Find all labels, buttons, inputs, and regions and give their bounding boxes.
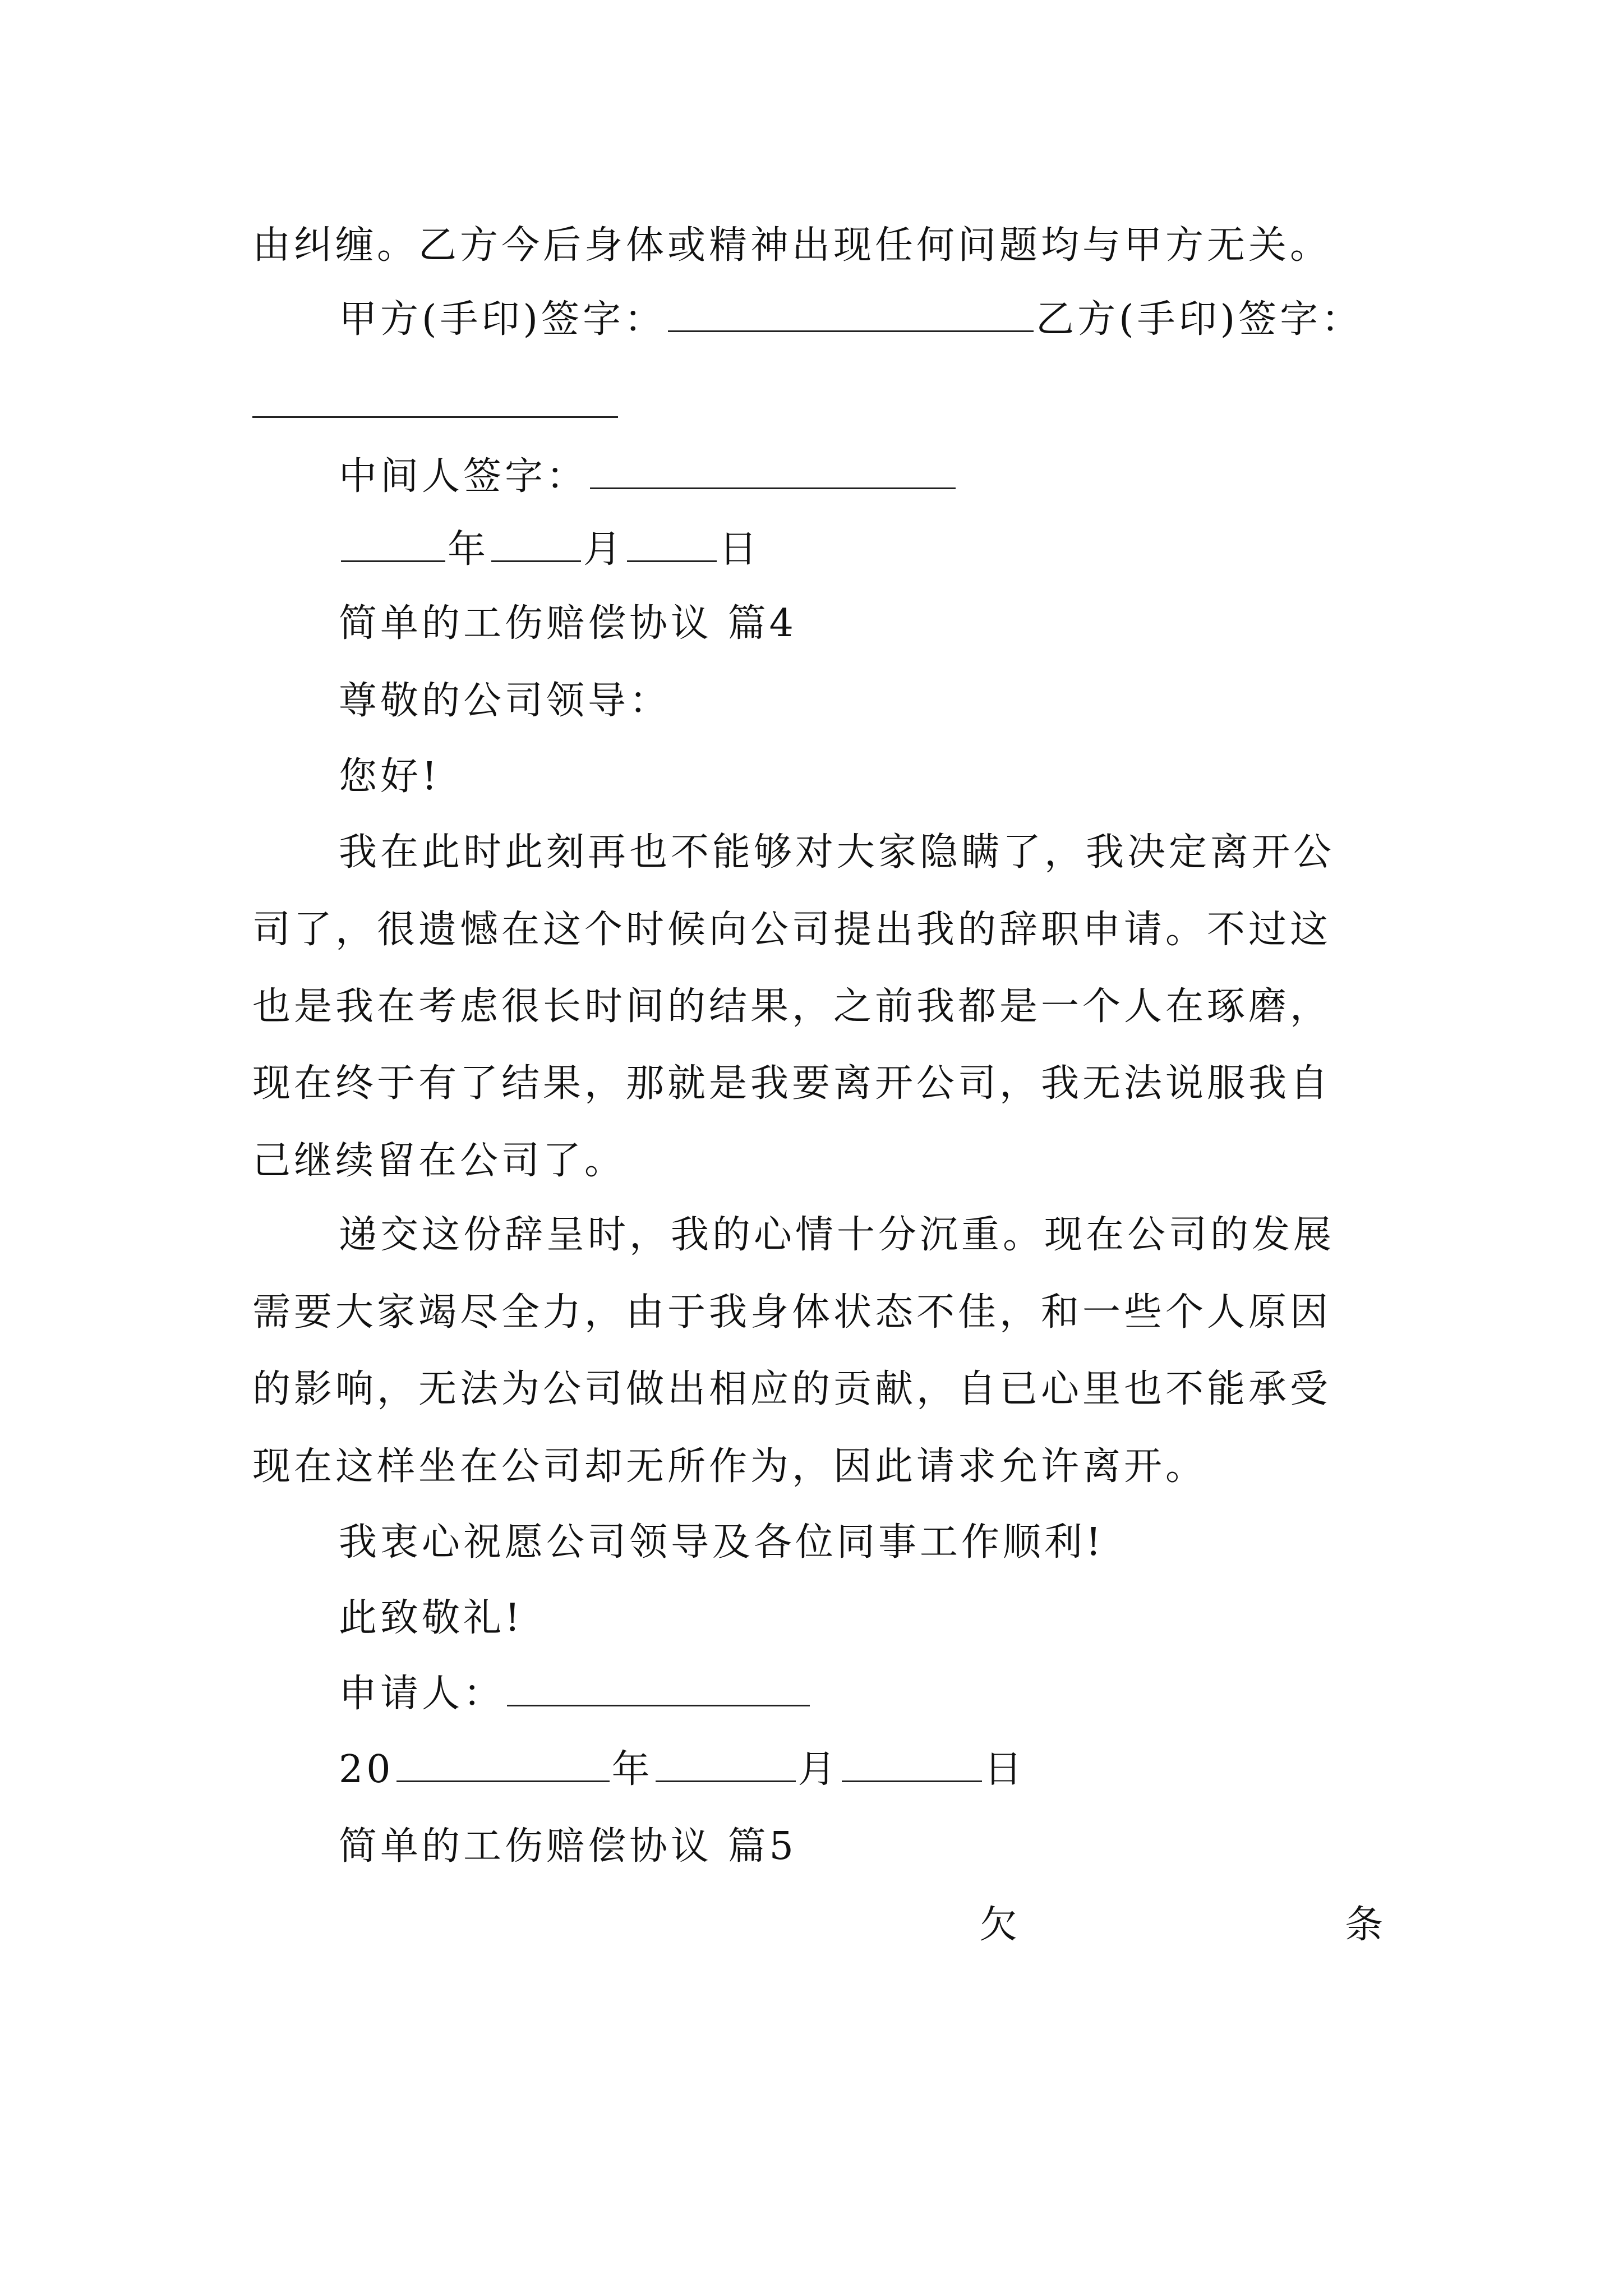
application-date-line [339,1747,1026,1792]
section-heading-5: 简单的工伤赔偿协议 篇5 [339,1824,797,1869]
middleman-signature-blank [590,458,956,489]
app-year-blank [396,1751,610,1782]
app-month-label: 月 [797,1747,840,1792]
signature-line-parties [339,297,1363,342]
app-day-label: 日 [984,1747,1026,1792]
salutation: 尊敬的公司领导： [339,679,671,723]
month-blank [491,531,581,562]
iou-title-char-1: 欠 [979,1903,1018,1947]
paragraph2-line3: 的影响，无法为公司做出相应的贡献，自已心里也不能承受 [252,1367,1332,1411]
year-blank [341,531,445,562]
paragraph1-line5: 己继续留在公司了。 [252,1139,626,1183]
day-blank [627,531,717,562]
day-label: 日 [719,527,761,572]
app-day-blank [842,1751,982,1782]
closing-line: 此致敬礼! [339,1596,524,1640]
paragraph1-line1: 我在此时此刻再也不能够对大家隐瞒了，我决定离开公 [339,830,1335,875]
greeting: 您好! [339,754,441,799]
party-b-signature-blank [252,416,618,418]
year-prefix: 20 [339,1747,394,1792]
month-label: 月 [583,527,625,572]
year-label: 年 [448,527,490,572]
party-a-signature-blank [668,301,1034,332]
applicant-label: 申请人： [339,1672,505,1716]
paragraph2-line2: 需要大家竭尽全力，由于我身体状态不佳，和一些个人原因 [252,1290,1332,1335]
paragraph2-line1: 递交这份辞呈时，我的心情十分沉重。现在公司的发展 [339,1213,1335,1257]
date-line [339,527,760,572]
paragraph1-line3: 也是我在考虑很长时间的结果，之前我都是一个人在琢磨， [252,984,1332,1029]
paragraph1-line4: 现在终于有了结果，那就是我要离开公司，我无法说服我自 [252,1061,1332,1106]
iou-title-char-2: 条 [1345,1903,1384,1947]
applicant-line [339,1672,812,1717]
app-month-blank [656,1751,796,1782]
middleman-signature-line [339,454,958,499]
party-a-signature-label: 甲方(手印)签字： [339,297,666,342]
middleman-signature-label: 中间人签字： [339,454,588,499]
party-b-signature-label: 乙方(手印)签字： [1036,297,1363,342]
paragraph1-line2: 司了，很遗憾在这个时候向公司提出我的辞职申请。不过这 [252,908,1332,952]
applicant-blank [507,1676,810,1706]
wish-line: 我衷心祝愿公司领导及各位同事工作顺利! [339,1520,1105,1565]
section-heading-4: 简单的工伤赔偿协议 篇4 [339,601,797,646]
paragraph2-line4: 现在这样坐在公司却无所作为，因此请求允许离开。 [252,1444,1207,1489]
paragraph-end-line: 由纠缠。乙方今后身体或精神出现任何问题均与甲方无关。 [252,223,1332,268]
app-year-label: 年 [611,1747,653,1792]
